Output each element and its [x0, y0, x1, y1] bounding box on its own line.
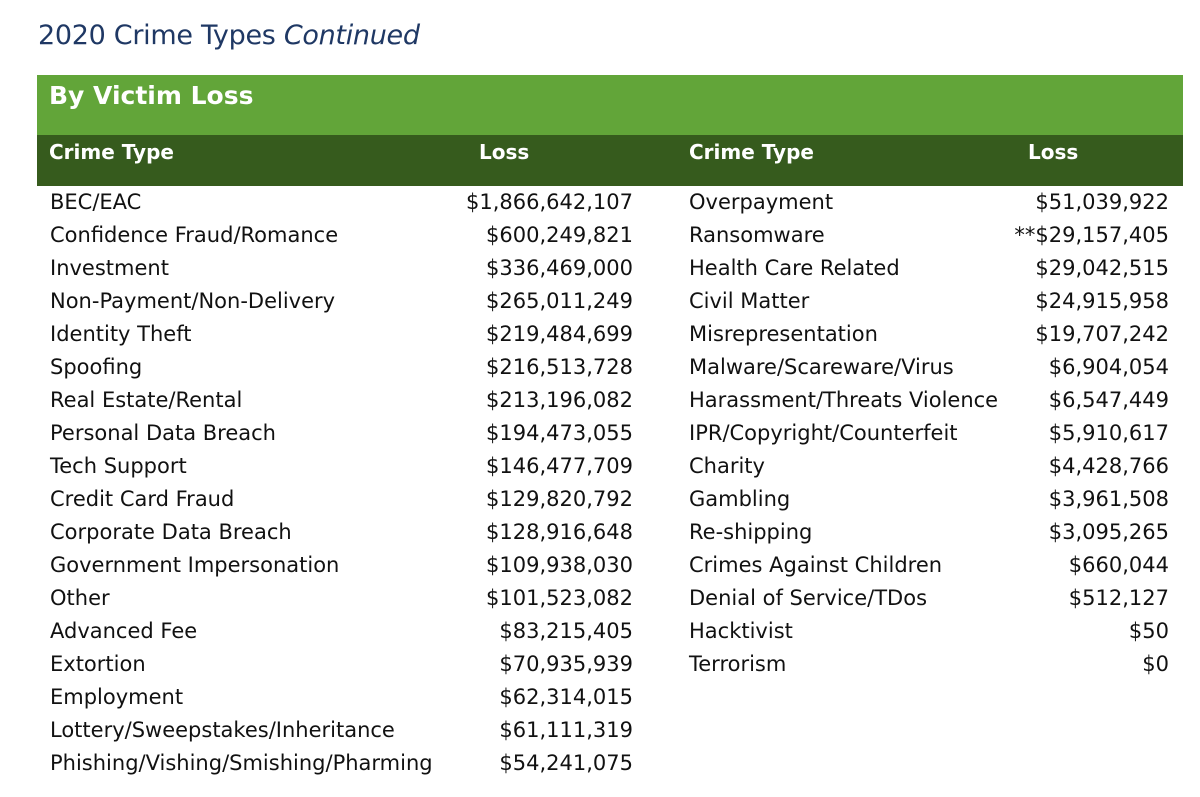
- crime-type-cell: Civil Matter: [689, 289, 810, 313]
- loss-cell: $660,044: [1068, 553, 1169, 577]
- crime-type-cell: Health Care Related: [689, 256, 900, 280]
- table-row: [689, 582, 1169, 615]
- loss-cell: **$29,157,405: [1014, 223, 1169, 247]
- loss-cell: $3,095,265: [1048, 520, 1169, 544]
- table-row: [50, 516, 633, 549]
- crime-type-cell: Credit Card Fraud: [50, 487, 235, 511]
- table-row: [50, 714, 633, 747]
- loss-cell: $146,477,709: [486, 454, 633, 478]
- header-right-loss: Loss: [1028, 140, 1079, 164]
- table-row: [689, 483, 1169, 516]
- table-row: [50, 219, 633, 252]
- table-row: [689, 285, 1169, 318]
- loss-cell: $600,249,821: [486, 223, 633, 247]
- table-row: [50, 681, 633, 714]
- table-row: [50, 417, 633, 450]
- table-row: [689, 252, 1169, 285]
- table-row: [689, 351, 1169, 384]
- table-header: [37, 135, 1183, 186]
- loss-cell: $265,011,249: [486, 289, 633, 313]
- crime-type-cell: Corporate Data Breach: [50, 520, 292, 544]
- table-row: [50, 186, 633, 219]
- crime-type-cell: Overpayment: [689, 190, 834, 214]
- page-title: [38, 20, 420, 51]
- loss-cell: $1,866,642,107: [466, 190, 633, 214]
- table-row: [50, 252, 633, 285]
- crime-type-cell: Advanced Fee: [50, 619, 198, 643]
- table-row: [50, 549, 633, 582]
- loss-cell: $128,916,648: [486, 520, 633, 544]
- crime-type-cell: BEC/EAC: [50, 190, 142, 214]
- table-row: [50, 450, 633, 483]
- loss-cell: $4,428,766: [1048, 454, 1169, 478]
- loss-cell: $54,241,075: [499, 751, 633, 775]
- page-title-emphasis: Continued: [283, 20, 420, 51]
- crime-type-cell: Misrepresentation: [689, 322, 878, 346]
- table-row: [689, 648, 1169, 681]
- crime-type-cell: Other: [50, 586, 110, 610]
- loss-cell: $83,215,405: [499, 619, 633, 643]
- loss-cell: $109,938,030: [486, 553, 633, 577]
- loss-cell: $3,961,508: [1048, 487, 1169, 511]
- crime-type-cell: Personal Data Breach: [50, 421, 276, 445]
- section-title: By Victim Loss: [49, 81, 254, 110]
- loss-cell: $219,484,699: [486, 322, 633, 346]
- loss-cell: $50: [1128, 619, 1169, 643]
- crime-type-cell: IPR/Copyright/Counterfeit: [689, 421, 958, 445]
- loss-cell: $336,469,000: [486, 256, 633, 280]
- crime-type-cell: Extortion: [50, 652, 146, 676]
- loss-cell: $216,513,728: [486, 355, 633, 379]
- table-row: [50, 582, 633, 615]
- loss-cell: $61,111,319: [499, 718, 633, 742]
- loss-cell: $512,127: [1068, 586, 1169, 610]
- table-row: [689, 219, 1169, 252]
- table-row: [689, 450, 1169, 483]
- table-row: [689, 186, 1169, 219]
- table-row: [689, 384, 1169, 417]
- loss-cell: $29,042,515: [1035, 256, 1169, 280]
- crime-type-cell: Denial of Service/TDos: [689, 586, 928, 610]
- section-bar: [37, 75, 1183, 135]
- loss-cell: $101,523,082: [486, 586, 633, 610]
- crime-type-cell: Spoofing: [50, 355, 143, 379]
- loss-cell: $194,473,055: [486, 421, 633, 445]
- header-right-crime-type: Crime Type: [689, 140, 814, 164]
- crime-type-cell: Investment: [50, 256, 169, 280]
- crime-type-cell: Hacktivist: [689, 619, 793, 643]
- loss-cell: $213,196,082: [486, 388, 633, 412]
- crime-type-cell: Crimes Against Children: [689, 553, 943, 577]
- crime-type-cell: Identity Theft: [50, 322, 192, 346]
- header-left-crime-type: Crime Type: [49, 140, 174, 164]
- table-row: [50, 351, 633, 384]
- table-row: [50, 747, 633, 780]
- crime-type-cell: Lottery/Sweepstakes/Inheritance: [50, 718, 395, 742]
- crime-type-cell: Non-Payment/Non-Delivery: [50, 289, 336, 313]
- header-left-loss: Loss: [479, 140, 530, 164]
- loss-cell: $62,314,015: [499, 685, 633, 709]
- loss-cell: $129,820,792: [486, 487, 633, 511]
- crime-type-cell: Government Impersonation: [50, 553, 340, 577]
- crime-type-cell: Charity: [689, 454, 765, 478]
- crime-type-cell: Harassment/Threats Violence: [689, 388, 999, 412]
- table-row: [689, 615, 1169, 648]
- loss-cell: $24,915,958: [1035, 289, 1169, 313]
- table-row: [689, 516, 1169, 549]
- crime-type-cell: Terrorism: [689, 652, 787, 676]
- crime-type-cell: Phishing/Vishing/Smishing/Pharming: [50, 751, 433, 775]
- table-row: [50, 318, 633, 351]
- crime-type-cell: Real Estate/Rental: [50, 388, 243, 412]
- page-title-main: 2020 Crime Types: [38, 20, 276, 51]
- crime-type-cell: Re-shipping: [689, 520, 813, 544]
- crime-type-cell: Confidence Fraud/Romance: [50, 223, 339, 247]
- loss-cell: $0: [1142, 652, 1169, 676]
- table-row: [689, 417, 1169, 450]
- table-row: [50, 483, 633, 516]
- crime-type-cell: Malware/Scareware/Virus: [689, 355, 954, 379]
- table-row: [50, 285, 633, 318]
- loss-cell: $5,910,617: [1048, 421, 1169, 445]
- loss-cell: $51,039,922: [1035, 190, 1169, 214]
- loss-cell: $6,547,449: [1048, 388, 1169, 412]
- table-row: [689, 549, 1169, 582]
- loss-cell: $70,935,939: [499, 652, 633, 676]
- crime-type-cell: Ransomware: [689, 223, 825, 247]
- table-row: [50, 648, 633, 681]
- crime-type-cell: Employment: [50, 685, 184, 709]
- loss-cell: $19,707,242: [1035, 322, 1169, 346]
- loss-cell: $6,904,054: [1048, 355, 1169, 379]
- table-row: [689, 318, 1169, 351]
- table-row: [50, 615, 633, 648]
- crime-type-cell: Gambling: [689, 487, 791, 511]
- table-row: [50, 384, 633, 417]
- crime-type-cell: Tech Support: [50, 454, 187, 478]
